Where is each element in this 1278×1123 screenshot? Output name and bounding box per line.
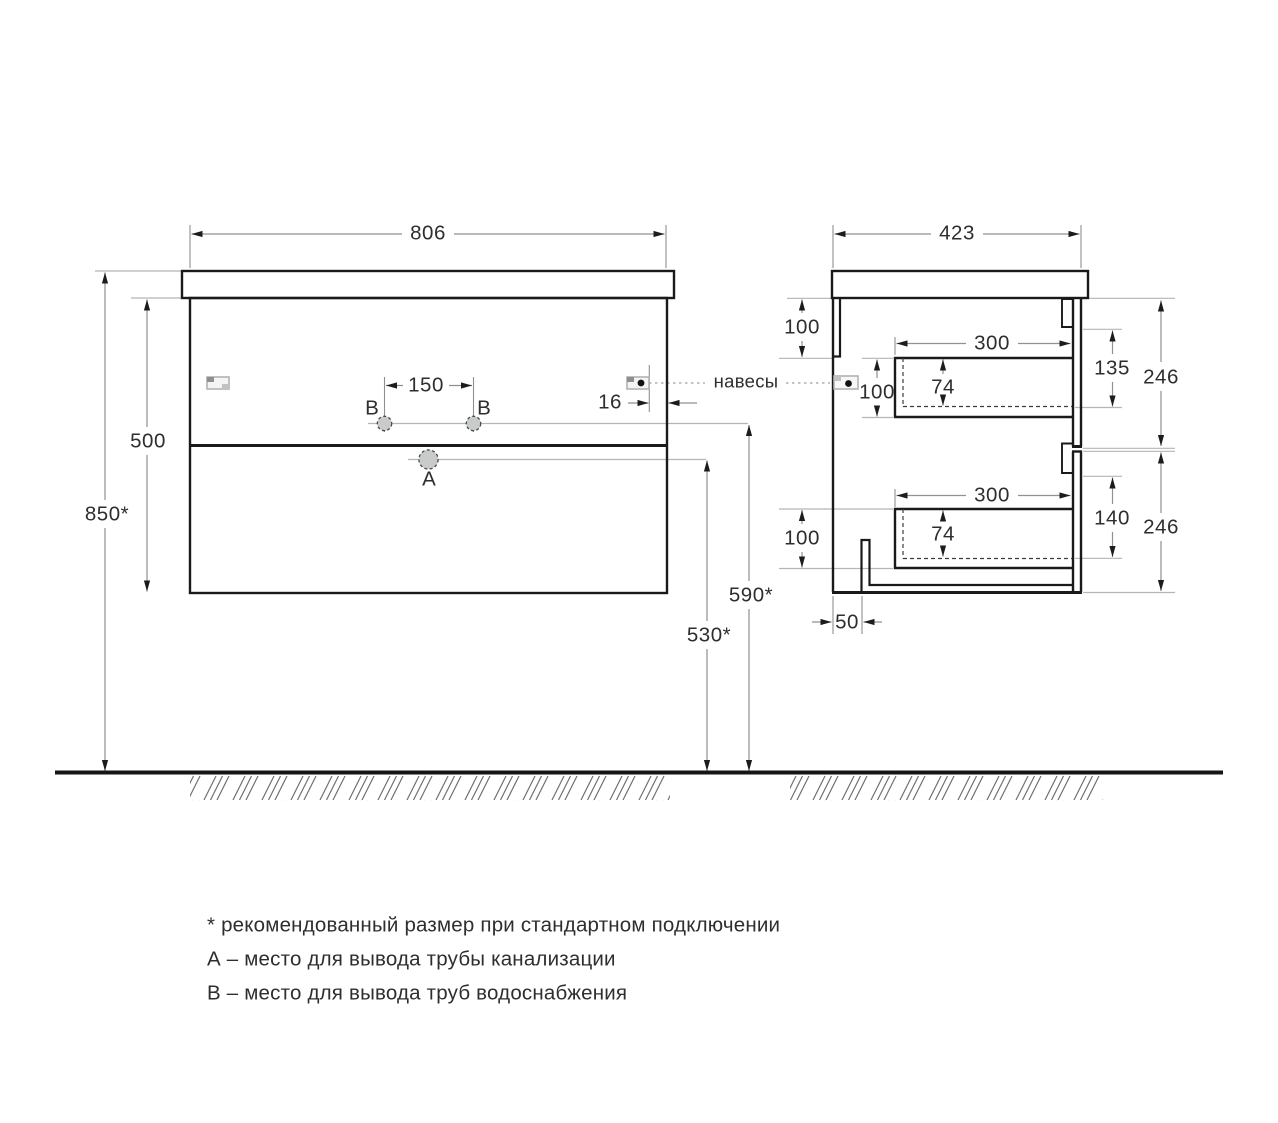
back-pipe-channel bbox=[862, 540, 1074, 592]
drawer1-box bbox=[895, 358, 1072, 417]
hanger-point-dot-side bbox=[845, 380, 852, 387]
note-a-meaning: А – место для вывода трубы канализации bbox=[207, 947, 616, 971]
floor bbox=[55, 773, 1223, 802]
hanger-bracket-right-icon bbox=[627, 377, 649, 389]
dim-140-label: 140 bbox=[1094, 506, 1130, 530]
hole-a bbox=[419, 450, 438, 469]
dim-423-label: 423 bbox=[939, 221, 975, 245]
front-countertop bbox=[182, 271, 674, 298]
dim-500-label: 500 bbox=[130, 429, 166, 453]
dim-74-bottom-label: 74 bbox=[931, 522, 955, 546]
side-view bbox=[832, 271, 1088, 593]
side-countertop bbox=[832, 271, 1088, 298]
note-b-meaning: В – место для вывода труб водоснабжения bbox=[207, 981, 628, 1005]
front2-handle-recess bbox=[1062, 444, 1073, 474]
hanger-bracket-side-icon bbox=[834, 376, 858, 389]
hanger-bracket-left-icon bbox=[207, 377, 229, 389]
note-recommended-size: * рекомендованный размер при стандартном подключении bbox=[207, 913, 781, 937]
dim-590-label: 590* bbox=[728, 583, 774, 607]
front-view bbox=[182, 271, 674, 593]
reference-lines bbox=[95, 271, 1175, 593]
hanger-point-dot bbox=[638, 380, 645, 387]
dim-74-top-label: 74 bbox=[931, 375, 955, 399]
dim-16-label: 16 bbox=[598, 390, 622, 414]
dim-50-label: 50 bbox=[835, 610, 859, 634]
dim-135-label: 135 bbox=[1094, 356, 1130, 380]
side-drawer-fronts bbox=[1062, 298, 1082, 592]
notes-block bbox=[207, 914, 780, 1005]
hole-b-left-label: B bbox=[365, 396, 379, 420]
dim-806-label: 806 bbox=[410, 221, 446, 245]
dim-246-bottom-label: 246 bbox=[1143, 515, 1179, 539]
hole-b-left bbox=[377, 416, 391, 430]
dim-246-top-label: 246 bbox=[1143, 365, 1179, 389]
dim-300-top-label: 300 bbox=[974, 331, 1010, 355]
front1-handle-recess bbox=[1062, 299, 1073, 327]
drawer2-inner-dashed bbox=[903, 509, 1072, 559]
drawer1-inner-dashed bbox=[903, 358, 1072, 407]
dim-100-rail-label: 100 bbox=[784, 315, 820, 339]
hole-a-label: A bbox=[422, 467, 436, 491]
dim-150-label: 150 bbox=[408, 373, 444, 397]
dim-300-bottom-label: 300 bbox=[974, 483, 1010, 507]
service-holes bbox=[377, 416, 480, 469]
floor-hatch-right bbox=[790, 775, 1103, 801]
dim-530-label: 530* bbox=[686, 623, 732, 647]
hole-b-right-label: B bbox=[477, 396, 491, 420]
dim-100-hanger-label: 100 bbox=[859, 380, 895, 404]
dim-850-label: 850* bbox=[84, 502, 130, 526]
dim-100-bottom-label: 100 bbox=[784, 526, 820, 550]
drawer2-box bbox=[895, 509, 1072, 568]
floor-hatch-left bbox=[190, 775, 670, 801]
hangers-label: навесы bbox=[713, 370, 779, 392]
